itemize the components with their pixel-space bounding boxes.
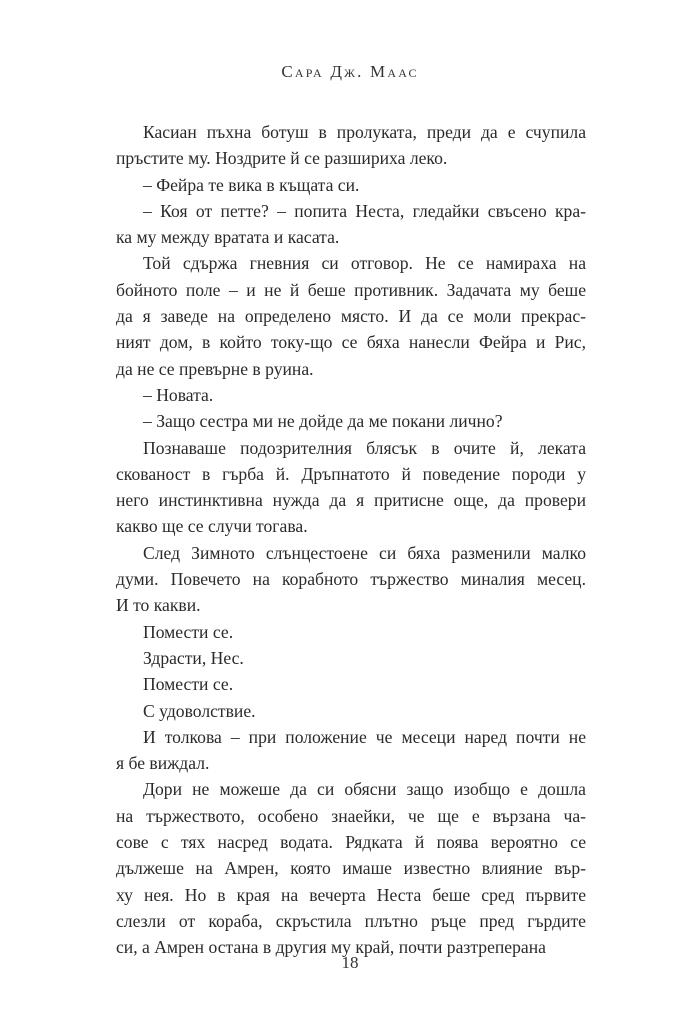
running-head-author: Сара Дж. Маас xyxy=(281,62,419,81)
text-line: – Защо сестра ми не дойде да ме покани лично? xyxy=(143,411,503,432)
text-line: я бе виждал. xyxy=(116,753,210,774)
text-line: – Коя от петте? – попита Неста, гледайки свъсено кра- xyxy=(143,200,586,221)
text-line: И толкова – при положение че месеци наред почти не xyxy=(143,726,586,747)
body-text xyxy=(116,119,586,961)
text-line: ка му между вратата и касата. xyxy=(116,227,340,248)
text-line: си, а Амрен остана в другия му край, почти разтреперана xyxy=(116,937,546,958)
paragraph xyxy=(116,250,586,381)
text-line: Помести се. xyxy=(143,621,234,642)
text-line: Здрасти, Нес. xyxy=(143,647,244,668)
paragraph xyxy=(116,619,586,645)
paragraph xyxy=(116,671,586,697)
text-line: Той сдържа гневния си отговор. Не се намираха на xyxy=(143,253,586,274)
text-line: бойното поле – и не й беше противник. Задачата му беше xyxy=(116,279,586,300)
paragraph xyxy=(116,435,586,540)
paragraph xyxy=(116,540,586,619)
text-line: И то какви. xyxy=(116,595,201,616)
page-number: 18 xyxy=(341,953,359,972)
text-line: на тържеството, особено знаейки, че ще е вързана ча- xyxy=(116,805,586,826)
text-line: какво ще се случи тогава. xyxy=(116,516,308,537)
paragraph xyxy=(116,119,586,172)
text-line: ху нея. Но в края на вечерта Неста беше сред първите xyxy=(116,884,586,905)
text-line: След Зимното слънцестоене си бяха разменили малко xyxy=(143,542,586,563)
text-line: него инстинктивна нужда да я притисне още, да провери xyxy=(116,490,586,511)
text-line: да не се превърне в руина. xyxy=(116,358,314,379)
text-line: думи. Повечето на корабното тържество миналия месец. xyxy=(116,569,586,590)
text-line: да я заведе на определено място. И да се моли прекрас- xyxy=(116,306,586,327)
text-line: ният дом, в който току-що се бяха нанесли Фейра и Рис, xyxy=(116,332,586,353)
text-line: Помести се. xyxy=(143,674,234,695)
paragraph xyxy=(116,645,586,671)
paragraph xyxy=(116,698,586,724)
paragraph xyxy=(116,198,586,251)
text-line: Касиан пъхна ботуш в пролуката, преди да е счупила xyxy=(143,122,586,142)
text-line: – Новата. xyxy=(143,384,214,405)
paragraph xyxy=(116,724,586,777)
text-line: скованост в гърба й. Дръпнатото й поведение породи у xyxy=(116,463,586,484)
text-line: – Фейра те вика в къщата си. xyxy=(143,174,360,195)
paragraph xyxy=(116,172,586,198)
paragraph xyxy=(116,776,586,960)
text-line: слезли от кораба, скръстила плътно ръце пред гърдите xyxy=(116,910,586,931)
text-line: Познаваше подозрителния блясък в очите й, леката xyxy=(143,437,586,458)
text-line: сове с тях насред водата. Рядката й поява вероятно се xyxy=(116,832,586,853)
text-line: дължеше на Амрен, която имаше известно влияние вър- xyxy=(116,858,586,879)
text-line: Дори не можеше да си обясни защо изобщо е дошла xyxy=(143,779,586,800)
text-line: пръстите му. Ноздрите й се разшириха леко. xyxy=(116,148,448,169)
paragraph xyxy=(116,382,586,408)
paragraph xyxy=(116,408,586,434)
text-line: С удоволствие. xyxy=(143,700,256,721)
